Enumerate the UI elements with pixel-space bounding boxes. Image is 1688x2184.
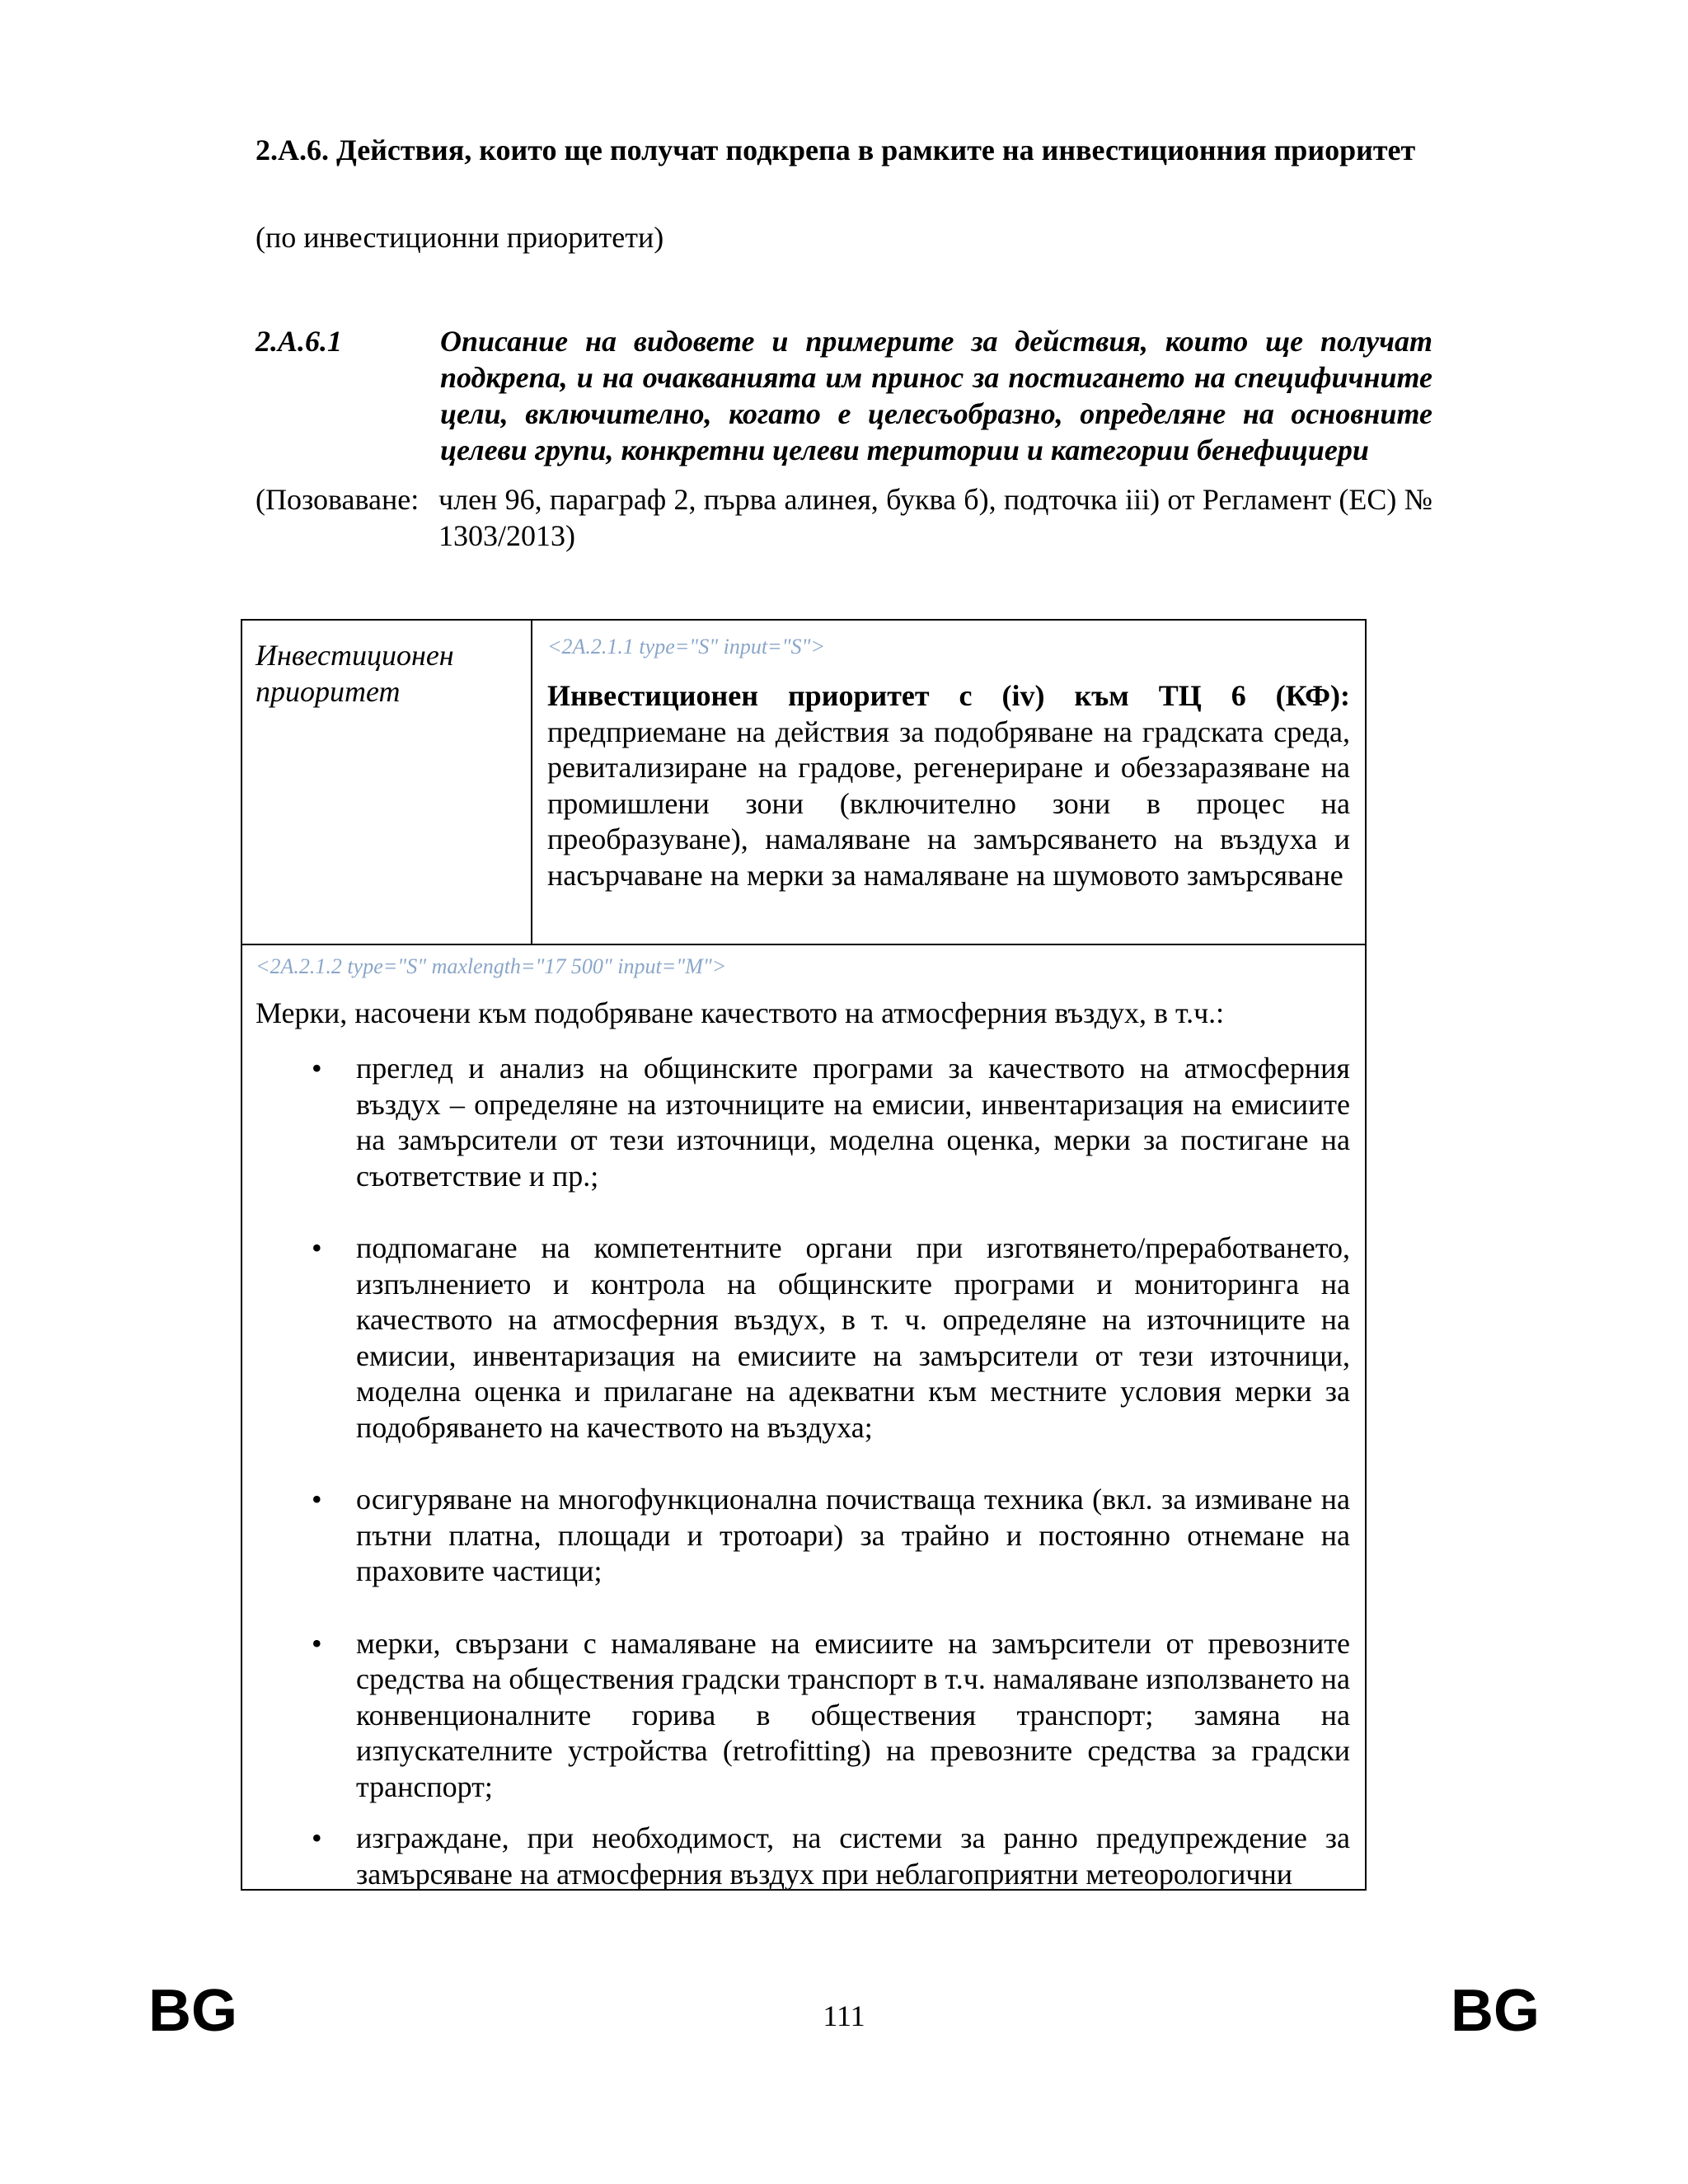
table-cell-priority	[532, 621, 1365, 944]
footer-language-code-left: BG	[148, 1978, 237, 2044]
table-row-actions	[242, 945, 1365, 1892]
subsection-number: 2.A.6.1	[256, 325, 343, 358]
priority-heading: Инвестиционен приоритет с (iv) към ТЦ 6 (КФ):	[547, 679, 1350, 712]
page-number: 111	[823, 1999, 865, 2032]
investment-priority-label: Инвестиционен приоритет	[256, 639, 454, 708]
field-tag: <2A.2.1.2 type="S" maxlength="17 500" input="M">	[256, 954, 727, 978]
list-item-text: подпомагане на компетентните органи при изготвянето/преработването, изпълнението и контрола на общинските програми и мониторинга на качеството на атмосферния въздух, в т. ч. определяне на източниците на емисии, инвентаризация на емисиите на замърсители от тези източници, моделна оценка и прилагане на адекватни към местните условия мерки за подобряването на качеството на въздуха;	[356, 1231, 1350, 1444]
list-item	[256, 1051, 1350, 1194]
investment-priority-table	[241, 619, 1367, 1891]
reference-label: (Позоваване:	[256, 483, 420, 516]
bullet-icon: •	[312, 1052, 322, 1085]
table-cell-label	[242, 621, 532, 944]
priority-text: предприемане на действия за подобряване на градската среда, ревитализиране на градове, регенериране и обеззаразяване на промишлени зони (включително зони в процес на преобразуване), намаляване на замърсяването на въздуха и насърчаване на мерки за намаляване на шумовото замърсяване	[547, 715, 1350, 892]
bullet-icon: •	[312, 1821, 322, 1854]
bullet-icon: •	[312, 1626, 322, 1660]
bullet-icon: •	[312, 1231, 322, 1264]
table-row-priority	[242, 621, 1365, 945]
reference-text: член 96, параграф 2, първа алинея, буква б), подточка iii) от Регламент (ЕС) № 1303/2013)	[438, 483, 1432, 552]
actions-intro: Мерки, насочени към подобряване качеството на атмосферния въздух, в т.ч.:	[256, 996, 1225, 1029]
list-item-text: изграждане, при необходимост, на системи за ранно предупреждение за замърсяване на атмосферния въздух при неблагоприятни метеорологични	[356, 1821, 1350, 1891]
list-item	[256, 1482, 1350, 1590]
priority-description	[547, 678, 1350, 893]
field-tag: <2A.2.1.1 type="S" input="S">	[547, 635, 825, 658]
footer-language-code-right: BG	[1451, 1978, 1540, 2044]
subsection-title: Описание на видовете и примерите за действия, които ще получат подкрепа, и на очакванията им принос за постигането на специфичните цели, включително, когато е целесъобразно, определяне на основните целеви групи, конкретни целеви територии и категории бенефициери	[440, 325, 1432, 466]
list-item-text: преглед и анализ на общинските програми за качеството на атмосферния въздух – определяне на източниците на емисии, инвентаризация на емисиите на замърсители от тези източници, моделна оценка, мерки за постигане на съответствие и пр.;	[356, 1052, 1350, 1193]
section-subheading: (по инвестиционни приоритети)	[256, 221, 664, 254]
list-item	[256, 1821, 1350, 1892]
actions-list	[256, 1051, 1350, 1892]
section-heading: 2.A.6. Действия, които ще получат подкрепа в рамките на инвестиционния приоритет	[256, 134, 1416, 166]
list-item-text: мерки, свързани с намаляване на емисиите на замърсители от превозните средства на обществения градски транспорт в т.ч. намаляване използването на конвенционалните горива в обществения транспорт; замяна на изпускателните устройства (retrofitting) на превозните средства за градски транспорт;	[356, 1626, 1350, 1803]
list-item-text: осигуряване на многофункционална почистваща техника (вкл. за измиване на пътни платна, площади и тротоари) за трайно и постоянно отнемане на праховите частици;	[356, 1483, 1350, 1587]
list-item	[256, 1230, 1350, 1446]
list-item	[256, 1626, 1350, 1806]
bullet-icon: •	[312, 1483, 322, 1516]
